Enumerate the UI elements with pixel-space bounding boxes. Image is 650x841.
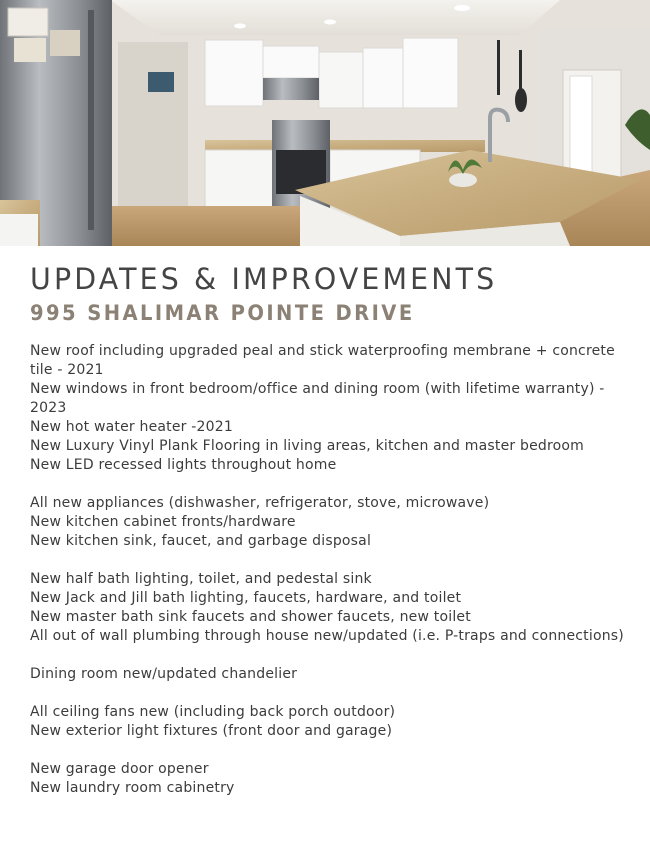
list-item: New kitchen cabinet fronts/hardware (30, 514, 296, 530)
list-item: New half bath lighting, toilet, and pedestal sink (30, 571, 372, 587)
updates-group-lighting (30, 703, 630, 741)
updates-list (30, 342, 630, 798)
list-item: New Luxury Vinyl Plank Flooring in living areas, kitchen and master bedroom (30, 438, 584, 454)
list-item: New LED recessed lights throughout home (30, 457, 337, 473)
list-item: New laundry room cabinetry (30, 780, 235, 796)
list-item: New roof including upgraded peal and stick waterproofing membrane + concrete tile - 2021 (30, 343, 615, 378)
list-item: New kitchen sink, faucet, and garbage disposal (30, 533, 372, 549)
updates-group-exterior-systems (30, 342, 630, 475)
list-item: New windows in front bedroom/office and dining room (with lifetime warranty) - 2023 (30, 381, 605, 416)
updates-group-dining (30, 665, 630, 684)
list-item: All new appliances (dishwasher, refrigerator, stove, microwave) (30, 495, 490, 511)
list-item: New hot water heater -2021 (30, 419, 233, 435)
updates-group-bathrooms (30, 570, 630, 646)
updates-group-kitchen (30, 494, 630, 551)
kitchen-photo (0, 0, 650, 246)
property-address: 995 SHALIMAR POINTE DRIVE (30, 301, 415, 325)
list-item: New exterior light fixtures (front door and garage) (30, 723, 393, 739)
list-item: New garage door opener (30, 761, 209, 777)
updates-group-garage-laundry (30, 760, 630, 798)
page-title: UPDATES & IMPROVEMENTS (30, 262, 498, 296)
list-item: All out of wall plumbing through house new/updated (i.e. P-traps and connections) (30, 628, 624, 644)
list-item: All ceiling fans new (including back porch outdoor) (30, 704, 396, 720)
list-item: New Jack and Jill bath lighting, faucets, hardware, and toilet (30, 590, 462, 606)
list-item: New master bath sink faucets and shower faucets, new toilet (30, 609, 471, 625)
list-item: Dining room new/updated chandelier (30, 666, 298, 682)
